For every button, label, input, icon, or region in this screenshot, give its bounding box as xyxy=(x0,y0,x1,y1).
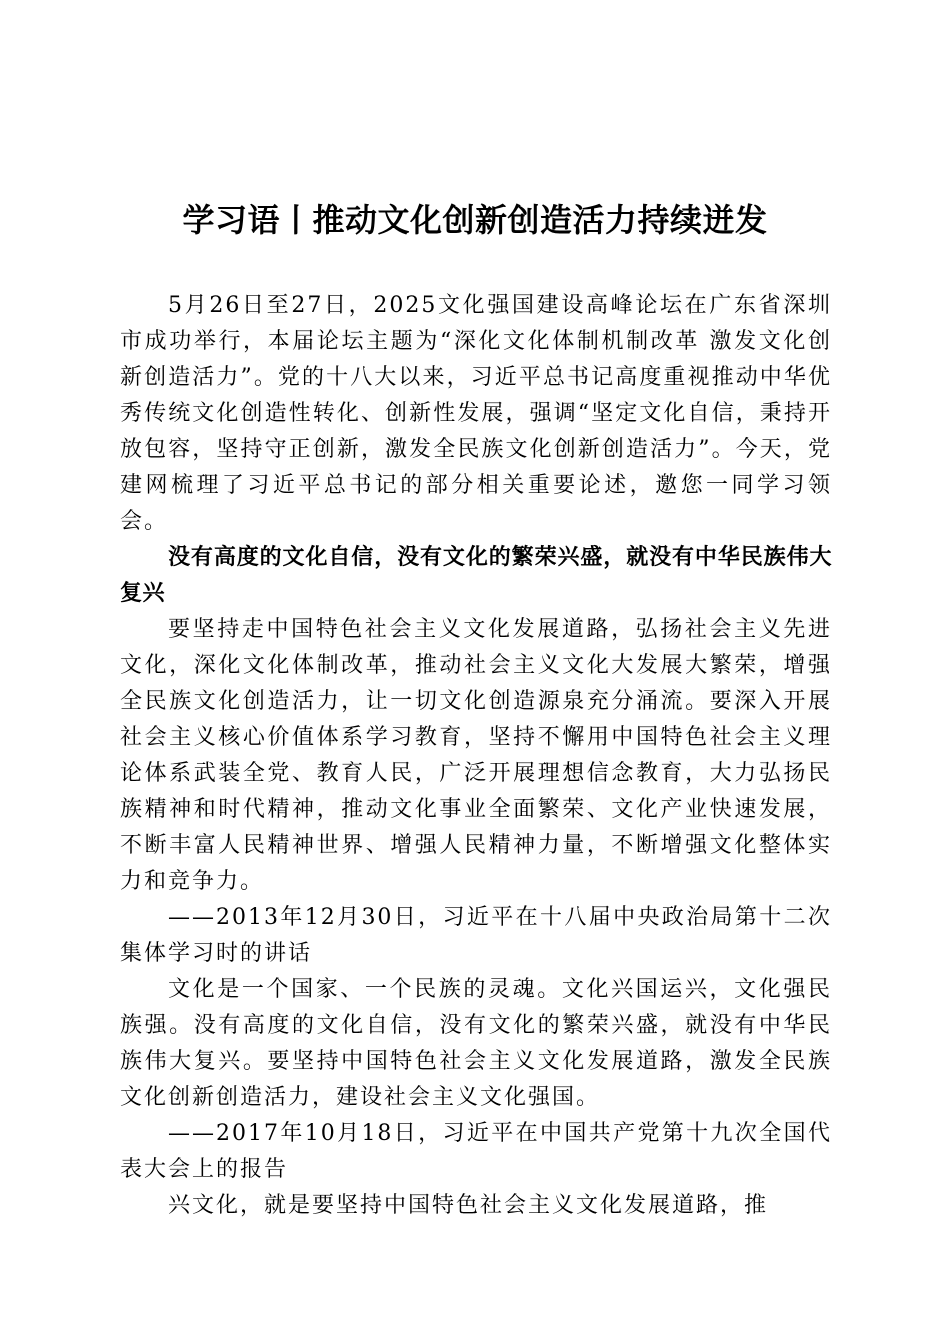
document-body xyxy=(120,288,832,1224)
quote-paragraph: 兴文化，就是要坚持中国特色社会主义文化发展道路，推 xyxy=(168,1193,769,1218)
section-subheading: 没有高度的文化自信，没有文化的繁荣兴盛，就没有中华民族伟大复兴 xyxy=(120,545,832,606)
quote-paragraph: 要坚持走中国特色社会主义文化发展道路，弘扬社会主义先进文化，深化文化体制改革，推动社会主义文化大发展大繁荣，增强全民族文化创造活力，让一切文化创造源泉充分涌流。要深入开展社会主义核心价值体系学习教育，坚持不懈用中国特色社会主义理论体系武装全党、教育人民，广泛开展理想信念教育，大力弘扬民族精神和时代精神，推动文化事业全面繁荣、文化产业快速发展，不断丰富人民精神世界、增强人民精神力量，不断增强文化整体实力和竞争力。 xyxy=(120,617,832,894)
quote-paragraph: 文化是一个国家、一个民族的灵魂。文化兴国运兴，文化强民族强。没有高度的文化自信，没有文化的繁荣兴盛，就没有中华民族伟大复兴。要坚持中国特色社会主义文化发展道路，激发全民族文化创新创造活力，建设社会主义文化强国。 xyxy=(120,977,832,1110)
quote-source: ——2017年10月18日，习近平在中国共产党第十九次全国代表大会上的报告 xyxy=(120,1121,832,1182)
intro-paragraph: 5月26日至27日，2025文化强国建设高峰论坛在广东省深圳市成功举行，本届论坛主题为“深化文化体制机制改革 激发文化创新创造活力”。党的十八大以来，习近平总书记高度重视推动中华优秀传统文化创造性转化、创新性发展，强调“坚定文化自信，秉持开放包容，坚持守正创新，激发全民族文化创新创造活力”。今天，党建网梳理了习近平总书记的部分相关重要论述，邀您一同学习领会。 xyxy=(120,293,832,534)
quote-source: ——2013年12月30日，习近平在十八届中央政治局第十二次集体学习时的讲话 xyxy=(120,905,832,966)
document-title: 学习语丨推动文化创新创造活力持续迸发 xyxy=(182,201,768,239)
